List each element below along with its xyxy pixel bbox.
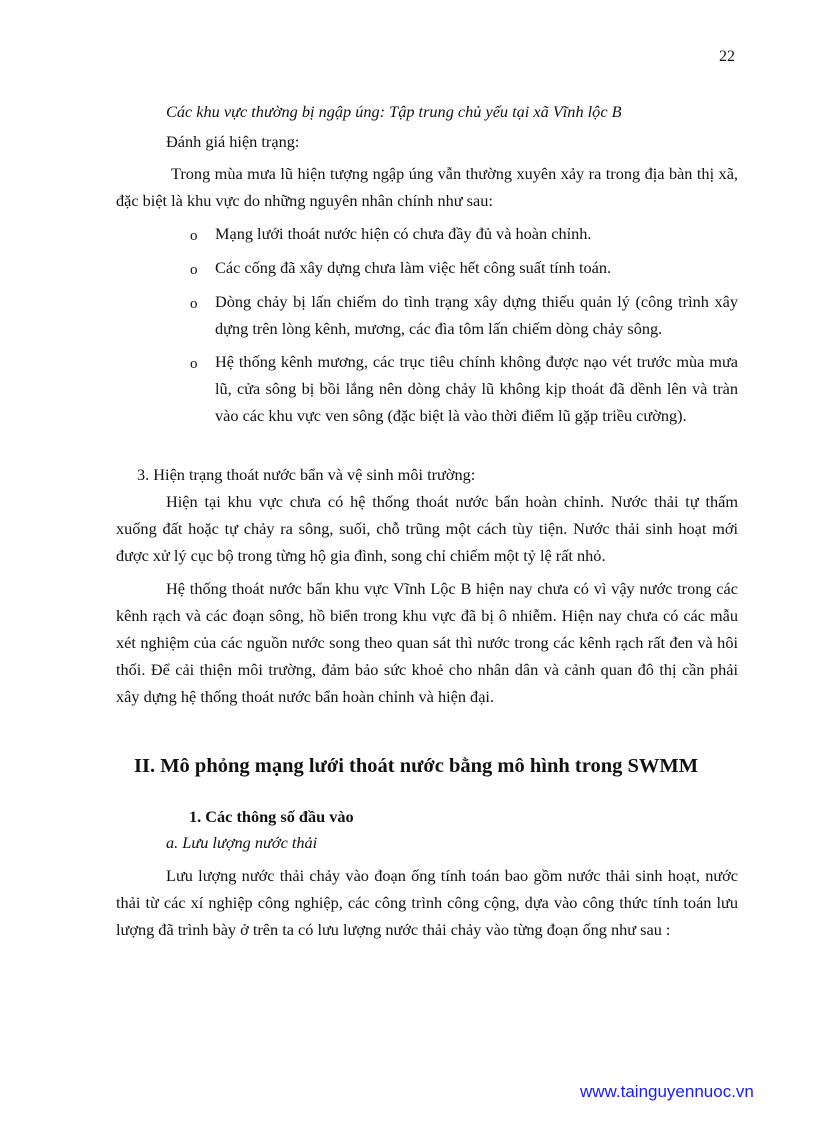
list-item: Hệ thống kênh mương, các trục tiêu chính không được nạo vét trước mùa mưa lũ, cửa sông bị bồi lắng nên dòng chảy lũ không kịp thoát đã dềnh lên và tràn vào các khu vực ven sông (đặc biệt là vào thời điểm lũ gặp triều cường). xyxy=(215,352,738,425)
section-3-heading: 3. Hiện trạng thoát nước bẩn và vệ sinh môi trường: xyxy=(137,465,476,484)
subsection-a-heading: a. Lưu lượng nước thải xyxy=(166,833,318,852)
bullet-marker: o xyxy=(190,296,198,312)
wastewater-paragraph: Lưu lượng nước thải chảy vào đoạn ống tính toán bao gồm nước thải sinh hoạt, nước thải từ các xí nghiệp công nghiệp, các công trình công cộng, dựa vào công thức tính toán lưu lượng đã trình bày ở trên ta có lưu lượng nước thải chảy vào từng đoạn ống như sau : xyxy=(116,866,738,939)
list-item: Mạng lưới thoát nước hiện có chưa đầy đủ và hoàn chỉnh. xyxy=(215,224,592,243)
flood-areas-line: Các khu vực thường bị ngập úng: Tập trung chủ yếu tại xã Vĩnh lộc B xyxy=(166,102,622,121)
bullet-marker: o xyxy=(190,228,198,244)
bullet-marker: o xyxy=(190,356,198,372)
intro-paragraph: Trong mùa mưa lũ hiện tượng ngập úng vẫn thường xuyên xảy ra trong địa bàn thị xã, đặc biệt là khu vực do những nguyên nhân chính như sau: xyxy=(116,164,738,210)
section-3-paragraph-2: Hệ thống thoát nước bẩn khu vực Vĩnh Lộc B hiện nay chưa có vì vậy nước trong các kênh rạch và các đoạn sông, hồ biển trong khu vực đã bị ô nhiễm. Hiện nay chưa có các mẫu xét nghiệm của các nguồn nước song theo quan sát thì nước trong các kênh rạch rất đen và hôi thối. Để cải thiện môi trường, đảm bảo sức khoẻ cho nhân dân và cảnh quan đô thị cần phải xây dựng hệ thống thoát nước bẩn hoàn chỉnh và hiện đại. xyxy=(116,579,738,706)
footer-website-link[interactable]: www.tainguyennuoc.vn xyxy=(580,1082,754,1101)
list-item: Dòng chảy bị lấn chiếm do tình trạng xây dựng thiếu quản lý (công trình xây dựng trên lòng kênh, mương, các đìa tôm lấn chiếm dòng chảy sông. xyxy=(215,292,738,338)
part-2-title: II. Mô phỏng mạng lưới thoát nước bằng mô hình trong SWMM xyxy=(134,755,699,777)
subsection-1-heading: 1. Các thông số đầu vào xyxy=(189,807,354,826)
list-item: Các cống đã xây dựng chưa làm việc hết công suất tính toán. xyxy=(215,258,612,277)
page-number: 22 xyxy=(719,48,735,65)
assessment-heading: Đánh giá hiện trạng: xyxy=(166,132,300,151)
bullet-marker: o xyxy=(190,262,198,278)
section-3-paragraph-1: Hiện tại khu vực chưa có hệ thống thoát nước bẩn hoàn chỉnh. Nước thải tự thấm xuống đất hoặc tự chảy ra sông, suối, chỗ trũng một cách tùy tiện. Nước thải sinh hoạt mới được xử lý cục bộ trong từng hộ gia đình, song chỉ chiếm một tỷ lệ rất nhỏ. xyxy=(116,492,738,565)
